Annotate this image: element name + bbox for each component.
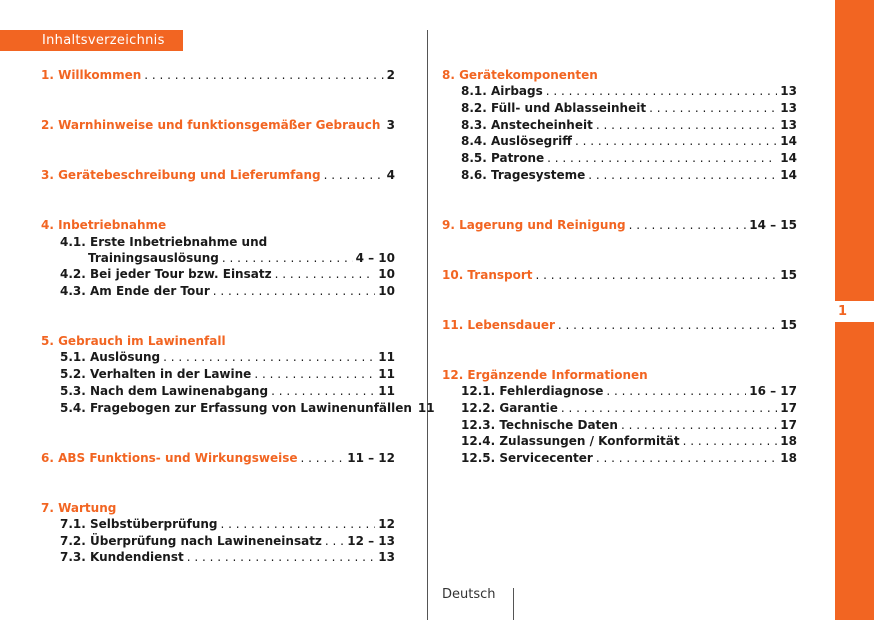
toc-page-number: 4 – 10 <box>355 251 395 265</box>
toc-dot-leader <box>558 317 777 333</box>
toc-page-number: 18 <box>780 434 797 448</box>
toc-entry-title: 8.3. Anstecheinheit <box>461 118 593 132</box>
toc-entry-geraetebeschreibung[interactable] <box>41 167 395 183</box>
toc-page-number: 14 <box>780 151 797 165</box>
toc-heading-wartung[interactable]: 7. Wartung <box>41 501 117 515</box>
chapter-tab-number: 1 <box>837 304 848 319</box>
toc-page-number: 10 <box>378 284 395 298</box>
toc-dot-leader <box>271 383 375 399</box>
toc-dot-leader <box>596 450 777 466</box>
toc-subentry-5-3[interactable] <box>60 383 395 399</box>
toc-dot-leader <box>596 117 777 133</box>
toc-page-number: 11 – 12 <box>347 451 395 465</box>
toc-dot-leader <box>221 516 376 532</box>
toc-entry-lebensdauer[interactable] <box>442 317 797 333</box>
toc-subentry-title-line1: 4.1. Erste Inbetriebnahme und <box>60 235 268 249</box>
toc-dot-leader <box>629 217 747 233</box>
toc-page-number: 17 <box>780 401 797 415</box>
toc-subentry-7-3[interactable] <box>60 549 395 565</box>
toc-entry-title: 12.1. Fehlerdiagnose <box>461 384 604 398</box>
toc-dot-leader <box>606 383 746 399</box>
toc-entry-title: 10. Transport <box>442 268 533 282</box>
toc-subentry-12-3[interactable] <box>461 417 797 433</box>
toc-entry-title: 1. Willkommen <box>41 68 142 82</box>
toc-subentry-8-3[interactable] <box>461 117 797 133</box>
toc-subentry-12-5[interactable] <box>461 450 797 466</box>
toc-entry-willkommen[interactable] <box>41 67 395 83</box>
toc-subentry-12-4[interactable] <box>461 433 797 449</box>
toc-entry-title: 9. Lagerung und Reinigung <box>442 218 626 232</box>
toc-header-tab: Inhaltsverzeichnis <box>0 30 183 51</box>
toc-subentry-7-2[interactable] <box>60 533 395 549</box>
toc-entry-title: 2. Warnhinweise und funktionsgemäßer Gebrauch <box>41 118 381 132</box>
toc-entry-abs-funktion[interactable] <box>41 450 395 466</box>
toc-page-number: 15 <box>780 268 797 282</box>
toc-dot-leader <box>187 549 376 565</box>
toc-page-number: 11 <box>378 350 395 364</box>
toc-page-number: 13 <box>780 101 797 115</box>
toc-heading-geraetekomponenten[interactable]: 8. Gerätekomponenten <box>442 68 598 82</box>
toc-page-number: 12 <box>378 517 395 531</box>
toc-page-number: 13 <box>780 84 797 98</box>
toc-dot-leader <box>325 533 344 549</box>
toc-subentry-8-6[interactable] <box>461 167 797 183</box>
toc-page-number: 14 <box>780 134 797 148</box>
toc-page-number: 18 <box>780 451 797 465</box>
toc-dot-leader <box>213 283 376 299</box>
toc-entry-title: 8.2. Füll- und Ablasseinheit <box>461 101 647 115</box>
toc-entry-title: 5.4. Fragebogen zur Erfassung von Lawinenunfällen <box>60 401 412 415</box>
toc-dot-leader <box>546 83 778 99</box>
toc-subentry-8-2[interactable] <box>461 100 797 116</box>
toc-dot-leader <box>300 450 344 466</box>
toc-entry-title: 12.3. Technische Daten <box>461 418 618 432</box>
toc-page-number: 11 <box>417 401 435 415</box>
toc-subentry-12-2[interactable] <box>461 400 797 416</box>
toc-entry-title: 11. Lebensdauer <box>442 318 555 332</box>
toc-heading-inbetriebnahme[interactable]: 4. Inbetriebnahme <box>41 218 167 232</box>
toc-page-number: 11 <box>378 384 395 398</box>
toc-heading-gebrauch-lawinenfall[interactable]: 5. Gebrauch im Lawinenfall <box>41 334 226 348</box>
toc-subentry-4-1[interactable] <box>88 250 395 266</box>
toc-page-number: 12 – 13 <box>347 534 395 548</box>
toc-dot-leader <box>254 366 375 382</box>
toc-entry-title: Trainingsauslösung <box>88 251 219 265</box>
toc-dot-leader <box>324 167 384 183</box>
toc-entry-title: 12.5. Servicecenter <box>461 451 593 465</box>
toc-entry-title: 8.1. Airbags <box>461 84 543 98</box>
toc-heading-ergaenzende-informationen[interactable]: 12. Ergänzende Informationen <box>442 368 648 382</box>
toc-dot-leader <box>588 167 777 183</box>
toc-entry-title: 4.3. Am Ende der Tour <box>60 284 210 298</box>
toc-entry-title: 5.3. Nach dem Lawinenabgang <box>60 384 269 398</box>
toc-dot-leader <box>649 100 777 116</box>
toc-entry-title: 12.4. Zulassungen / Konformität <box>461 434 680 448</box>
toc-dot-leader <box>275 266 376 282</box>
toc-entry-warnhinweise[interactable] <box>41 117 395 133</box>
toc-entry-title: 12.2. Garantie <box>461 401 558 415</box>
toc-entry-lagerung[interactable] <box>442 217 797 233</box>
toc-entry-title: 8.6. Tragesysteme <box>461 168 586 182</box>
toc-dot-leader <box>621 417 777 433</box>
column-divider <box>427 30 428 620</box>
footer-language-label: Deutsch <box>442 587 496 602</box>
toc-page-number: 16 – 17 <box>749 384 797 398</box>
toc-subentry-8-1[interactable] <box>461 83 797 99</box>
toc-dot-leader <box>144 67 383 83</box>
toc-subentry-4-2[interactable] <box>60 266 395 282</box>
toc-dot-leader <box>222 250 353 266</box>
toc-subentry-5-4[interactable] <box>60 400 435 416</box>
toc-entry-transport[interactable] <box>442 267 797 283</box>
toc-subentry-7-1[interactable] <box>60 516 395 532</box>
toc-page-number: 14 – 15 <box>749 218 797 232</box>
toc-page-number: 14 <box>780 168 797 182</box>
toc-entry-title: 8.4. Auslösegriff <box>461 134 572 148</box>
toc-subentry-4-3[interactable] <box>60 283 395 299</box>
toc-entry-title: 5.2. Verhalten in der Lawine <box>60 367 252 381</box>
toc-subentry-5-1[interactable] <box>60 349 395 365</box>
toc-page-number: 15 <box>780 318 797 332</box>
toc-subentry-8-4[interactable] <box>461 133 797 149</box>
toc-subentry-12-1[interactable] <box>461 383 797 399</box>
toc-page-number: 11 <box>378 367 395 381</box>
toc-dot-leader <box>547 150 777 166</box>
toc-dot-leader <box>163 349 375 365</box>
toc-dot-leader <box>536 267 778 283</box>
toc-page-number: 3 <box>386 118 395 132</box>
toc-dot-leader <box>561 400 777 416</box>
toc-entry-title: 7.3. Kundendienst <box>60 550 184 564</box>
toc-page-number: 2 <box>386 68 395 82</box>
toc-dot-leader <box>683 433 778 449</box>
toc-page-number: 13 <box>378 550 395 564</box>
toc-page-number: 17 <box>780 418 797 432</box>
toc-entry-title: 5.1. Auslösung <box>60 350 161 364</box>
toc-page-number: 10 <box>378 267 395 281</box>
toc-subentry-5-2[interactable] <box>60 366 395 382</box>
toc-page-number: 13 <box>780 118 797 132</box>
toc-dot-leader <box>575 133 777 149</box>
toc-entry-title: 4.2. Bei jeder Tour bzw. Einsatz <box>60 267 272 281</box>
footer-divider <box>513 588 514 620</box>
toc-entry-title: 3. Gerätebeschreibung und Lieferumfang <box>41 168 321 182</box>
toc-subentry-8-5[interactable] <box>461 150 797 166</box>
toc-entry-title: 6. ABS Funktions- und Wirkungsweise <box>41 451 298 465</box>
toc-entry-title: 7.1. Selbstüberprüfung <box>60 517 218 531</box>
toc-entry-title: 8.5. Patrone <box>461 151 545 165</box>
toc-entry-title: 7.2. Überprüfung nach Lawineneinsatz <box>60 534 322 548</box>
toc-page-number: 4 <box>386 168 395 182</box>
